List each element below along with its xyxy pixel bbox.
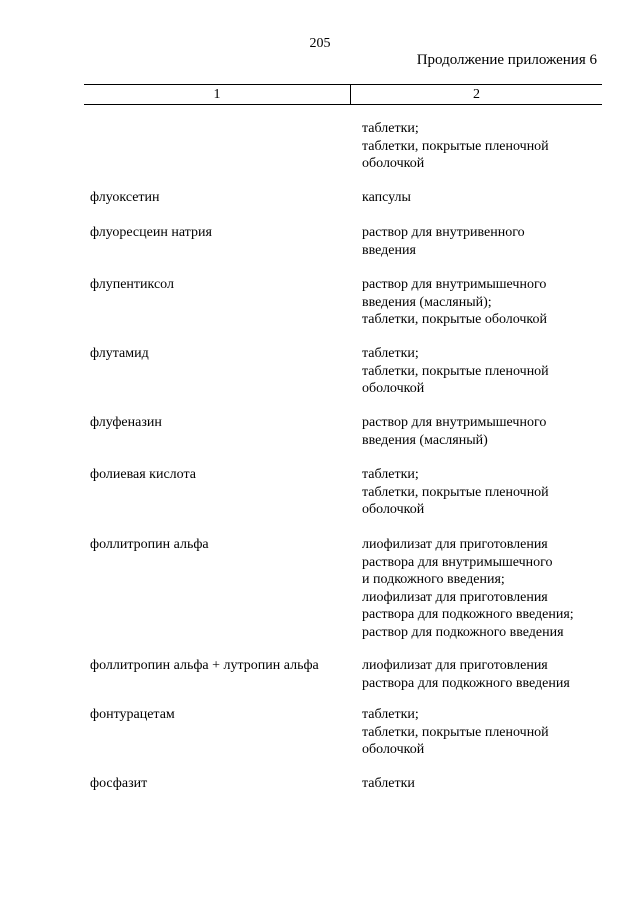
dosage-form-line: раствор для подкожного введения — [362, 624, 564, 640]
dosage-form-line: таблетки, покрытые пленочной — [362, 138, 549, 154]
dosage-form-line: раствора для внутримышечного — [362, 554, 553, 570]
dosage-form-line: раствор для внутримышечного — [362, 277, 547, 292]
dosage-form-line: раствора для подкожного введения — [362, 675, 570, 691]
dosage-form — [362, 276, 612, 329]
dosage-form-line: введения (масляный); — [362, 294, 492, 310]
dosage-form-line: лиофилизат для приготовления — [362, 537, 548, 552]
continuation-label: Продолжение приложения 6 — [416, 52, 597, 68]
dosage-form — [362, 224, 612, 259]
dosage-form-line: таблетки, покрытые пленочной — [362, 484, 549, 500]
dosage-form-line: таблетки; — [362, 346, 419, 361]
dosage-form-line: лиофилизат для приготовления — [362, 589, 548, 605]
table-header — [84, 84, 602, 105]
dosage-form-line: введения — [362, 242, 416, 258]
dosage-form-line: таблетки, покрытые оболочкой — [362, 312, 548, 327]
drug-name: флуоресцеин натрия — [90, 225, 212, 240]
dosage-form-line: таблетки, покрытые пленочной — [362, 363, 549, 379]
page-number: 205 — [309, 36, 331, 51]
dosage-form-line: оболочкой — [362, 156, 425, 171]
dosage-form-line: таблетки; — [362, 467, 419, 482]
dosage-form-line: оболочкой — [362, 381, 425, 396]
drug-name: флуфеназин — [90, 415, 162, 430]
dosage-form — [362, 775, 612, 793]
dosage-form-line: раствор для внутримышечного — [362, 415, 547, 430]
dosage-form — [362, 466, 612, 519]
dosage-form-line: раствора для подкожного введения; — [362, 607, 574, 622]
drug-name: фоллитропин альфа + лутропин альфа — [90, 658, 319, 673]
drug-name: фолиевая кислота — [90, 467, 196, 482]
dosage-form — [362, 657, 612, 692]
drug-name: флупентиксол — [90, 277, 174, 292]
column-header-2: 2 — [473, 87, 480, 102]
dosage-form-line: капсулы — [362, 190, 411, 205]
dosage-form — [362, 706, 612, 759]
dosage-form-line: таблетки, покрытые пленочной — [362, 724, 549, 740]
dosage-form-line: таблетки — [362, 776, 415, 791]
dosage-form-line: таблетки; — [362, 121, 419, 136]
dosage-form-line: и подкожного введения; — [362, 572, 505, 587]
drug-name: флуоксетин — [90, 190, 160, 205]
drug-name: флутамид — [90, 346, 149, 361]
column-header-1: 1 — [213, 87, 221, 102]
dosage-form — [362, 536, 612, 641]
dosage-form-line: таблетки; — [362, 707, 419, 722]
dosage-form-line: раствор для внутривенного — [362, 225, 525, 240]
drug-name: фонтурацетам — [90, 707, 175, 722]
dosage-form-line: введения (масляный) — [362, 432, 488, 448]
dosage-form — [362, 345, 612, 398]
drug-name: фосфазит — [90, 776, 148, 791]
dosage-form — [362, 414, 612, 449]
drug-name: фоллитропин альфа — [90, 537, 209, 552]
dosage-form-line: оболочкой — [362, 742, 425, 757]
dosage-form-line: лиофилизат для приготовления — [362, 658, 548, 673]
dosage-form — [362, 189, 612, 207]
dosage-form — [362, 120, 612, 173]
dosage-form-line: оболочкой — [362, 502, 425, 517]
